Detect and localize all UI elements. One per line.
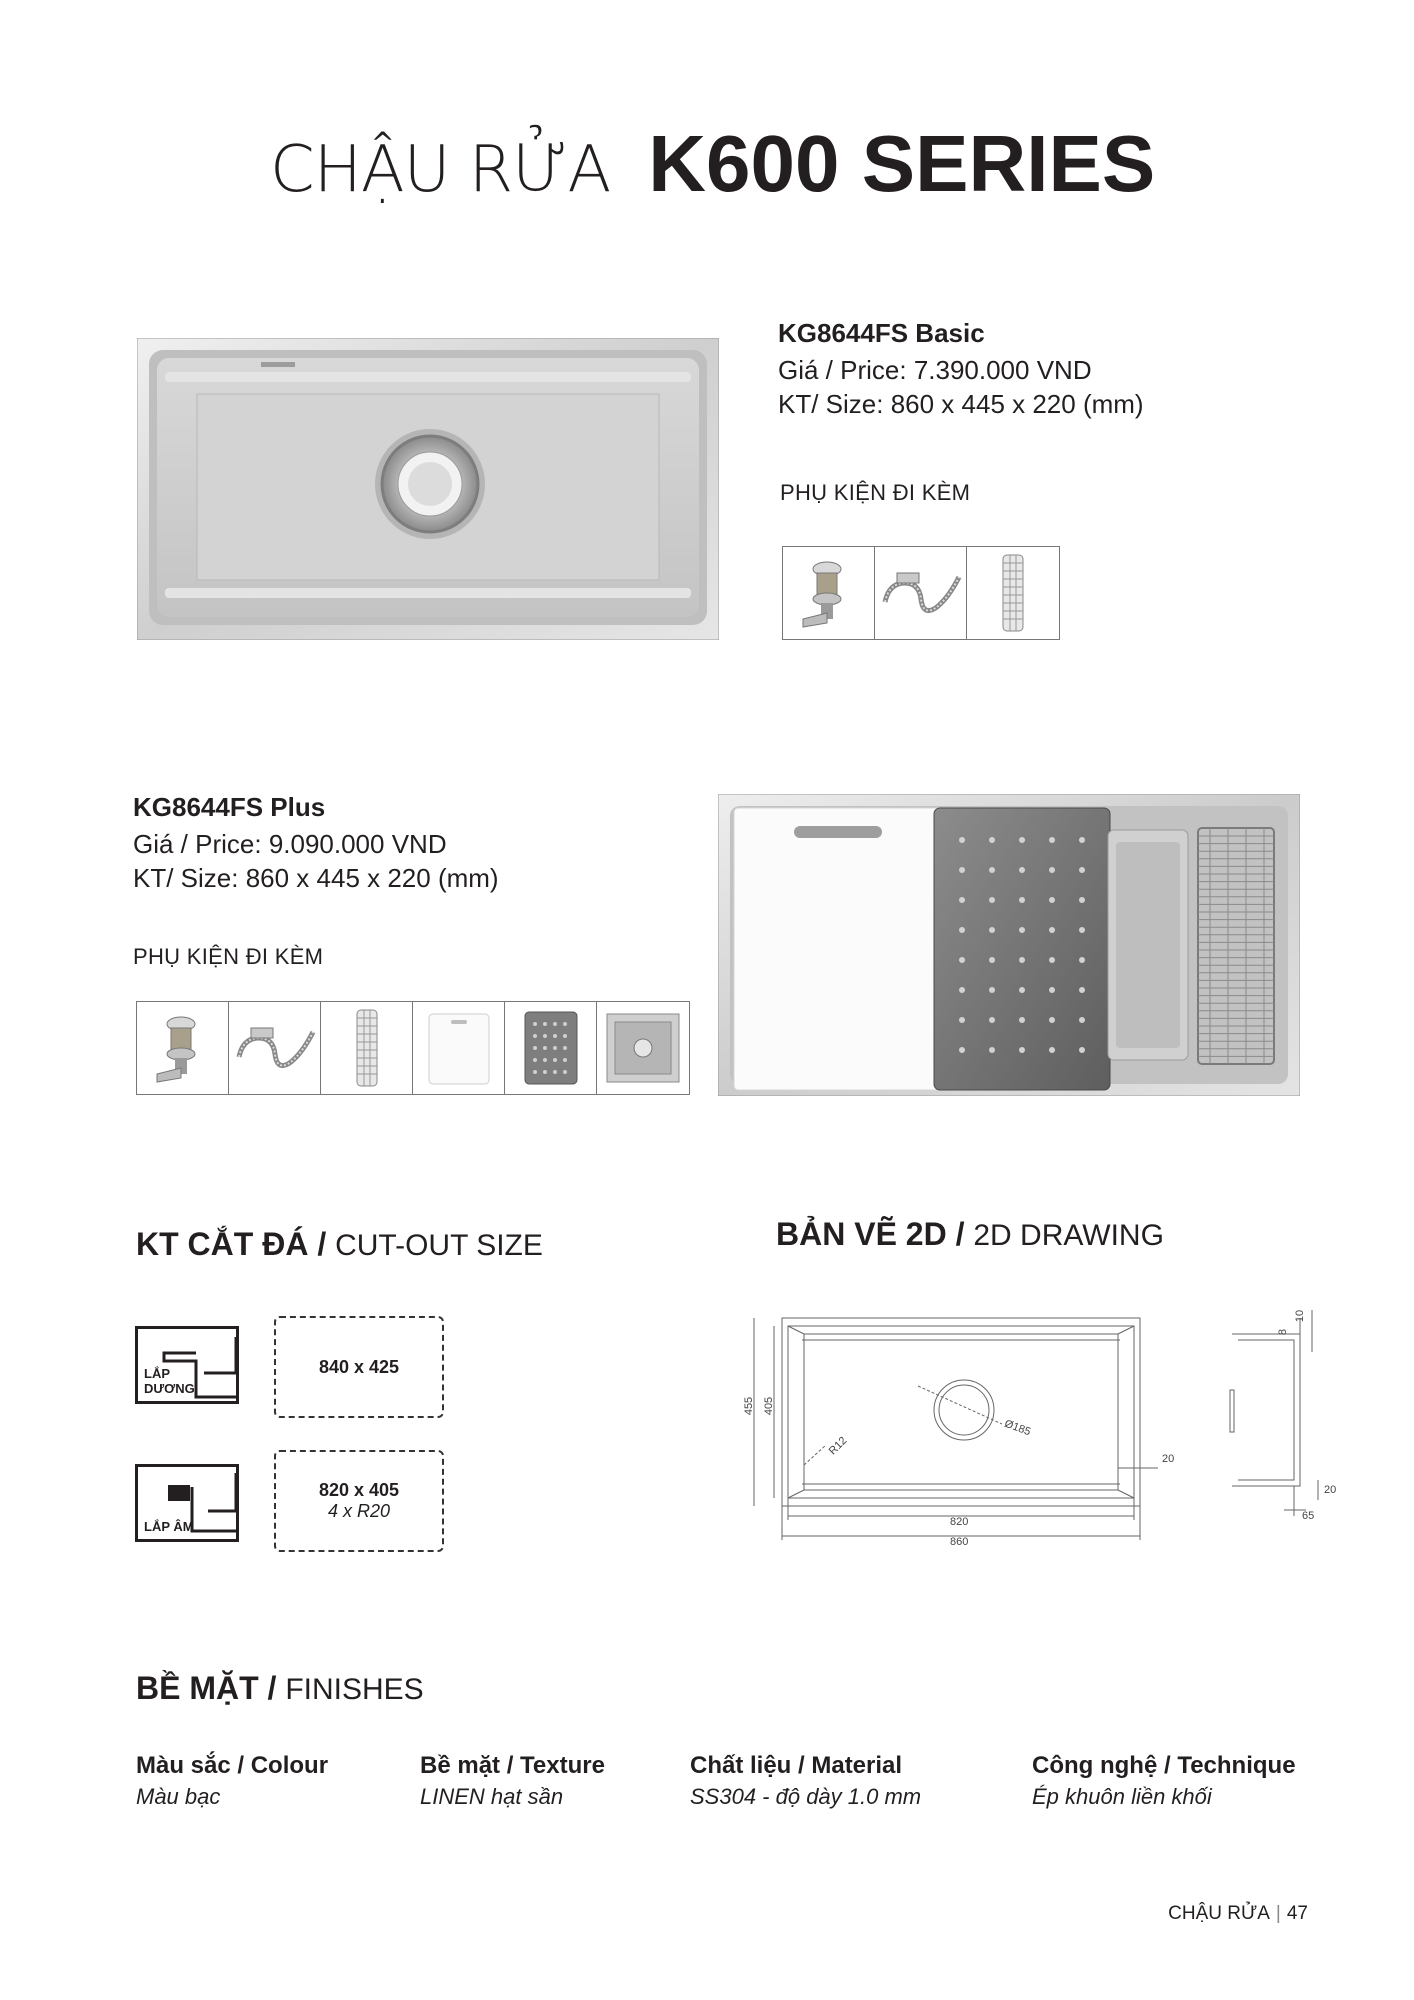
accessories-label: PHỤ KIỆN ĐI KÈM — [780, 480, 971, 505]
product-name: KG8644FS Plus — [133, 792, 326, 822]
cutout-size-box — [274, 1316, 444, 1418]
mini-sink-basin-icon — [597, 1002, 689, 1094]
cutout-radius-note: 4 x R20 — [327, 1501, 391, 1521]
cutout-heading — [136, 1226, 543, 1263]
finish-label: Màu sắc / Colour — [136, 1752, 329, 1779]
accessories-label: PHỤ KIỆN ĐI KÈM — [133, 944, 324, 969]
product-price: Giá / Price: 7.390.000 VND — [778, 355, 1092, 385]
dim-inner-depth: 405 — [763, 1396, 776, 1416]
drawing-heading — [776, 1216, 1164, 1253]
finish-colour — [136, 1752, 328, 1810]
page-title-light: CHẬU RỬA — [270, 133, 611, 207]
finish-value: Ép khuôn liền khối — [1032, 1784, 1212, 1809]
dim-total-depth: 455 — [743, 1396, 756, 1416]
product-name: KG8644FS Basic — [778, 318, 985, 348]
footer-section: CHẬU RỬA — [1168, 1903, 1270, 1924]
product-plus-info — [133, 792, 499, 895]
page-title — [270, 118, 1155, 210]
dim-radius: R12 — [826, 1434, 850, 1458]
dim-side-bottom: 20 — [1324, 1484, 1337, 1496]
drain-strainer-icon — [137, 1002, 229, 1094]
mount-label: LẮP DƯƠNG — [144, 1366, 195, 1396]
finishes-heading-bold: BỀ MẶT / — [136, 1670, 277, 1706]
pull-out-faucet-hose-icon — [229, 1002, 321, 1094]
product-price: Giá / Price: 9.090.000 VND — [133, 829, 447, 859]
page-number: 47 — [1286, 1903, 1308, 1924]
cutout-heading-regular: CUT-OUT SIZE — [335, 1229, 543, 1262]
finish-value: Màu bạc — [136, 1784, 221, 1809]
product-size: KT/ Size: 860 x 445 x 220 (mm) — [778, 389, 1144, 419]
colander-tray-icon — [505, 1002, 597, 1094]
pull-out-faucet-hose-icon — [875, 547, 967, 639]
finish-value: SS304 - độ dày 1.0 mm — [690, 1784, 922, 1809]
sink-basic-image — [137, 338, 719, 645]
technical-drawing — [718, 1290, 1350, 1555]
dish-rack-icon — [321, 1002, 413, 1094]
product-basic-info — [778, 318, 1144, 421]
finishes-heading-regular: FINISHES — [285, 1673, 424, 1706]
sink-plus-image — [718, 794, 1300, 1101]
accessories-strip-basic — [782, 546, 1060, 640]
drain-strainer-icon — [783, 547, 875, 639]
finish-material — [690, 1752, 921, 1810]
dim-side-top-b: 10 — [1294, 1309, 1307, 1323]
dim-side-width: 65 — [1302, 1510, 1315, 1522]
finish-label: Công nghệ / Technique — [1032, 1752, 1296, 1779]
dim-rim: 20 — [1162, 1453, 1175, 1465]
drawing-heading-regular: 2D DRAWING — [973, 1219, 1164, 1252]
finish-technique — [1032, 1752, 1296, 1810]
cutout-size-value: 840 x 425 — [318, 1356, 400, 1377]
finish-value: LINEN hạt sần — [420, 1784, 564, 1809]
finish-label: Bề mặt / Texture — [420, 1752, 605, 1779]
product-size: KT/ Size: 860 x 445 x 220 (mm) — [133, 863, 499, 893]
dim-drain: Ø185 — [1002, 1417, 1033, 1439]
dim-side-top-a: 8 — [1277, 1328, 1290, 1336]
cutout-heading-bold: KT CẮT ĐÁ / — [136, 1226, 327, 1262]
top-mount-icon — [135, 1326, 239, 1404]
finishes-heading — [136, 1670, 424, 1707]
cutting-board-icon — [413, 1002, 505, 1094]
mount-label: LẮP ÂM — [144, 1519, 194, 1534]
finish-label: Chất liệu / Material — [690, 1752, 903, 1779]
accessories-strip-plus — [136, 1001, 690, 1095]
dish-rack-icon — [967, 547, 1059, 639]
dim-total-width: 860 — [950, 1536, 969, 1548]
undermount-icon — [135, 1464, 239, 1542]
page-title-bold: K600 SERIES — [648, 119, 1156, 208]
finish-texture — [420, 1752, 605, 1810]
cutout-size-value: 820 x 405 — [318, 1480, 400, 1500]
drawing-heading-bold: BẢN VẼ 2D / — [776, 1216, 965, 1252]
dim-inner-width: 820 — [950, 1516, 969, 1528]
page-footer: CHẬU RỬA | 47 — [1168, 1903, 1308, 1924]
cutout-size-box — [274, 1450, 444, 1552]
